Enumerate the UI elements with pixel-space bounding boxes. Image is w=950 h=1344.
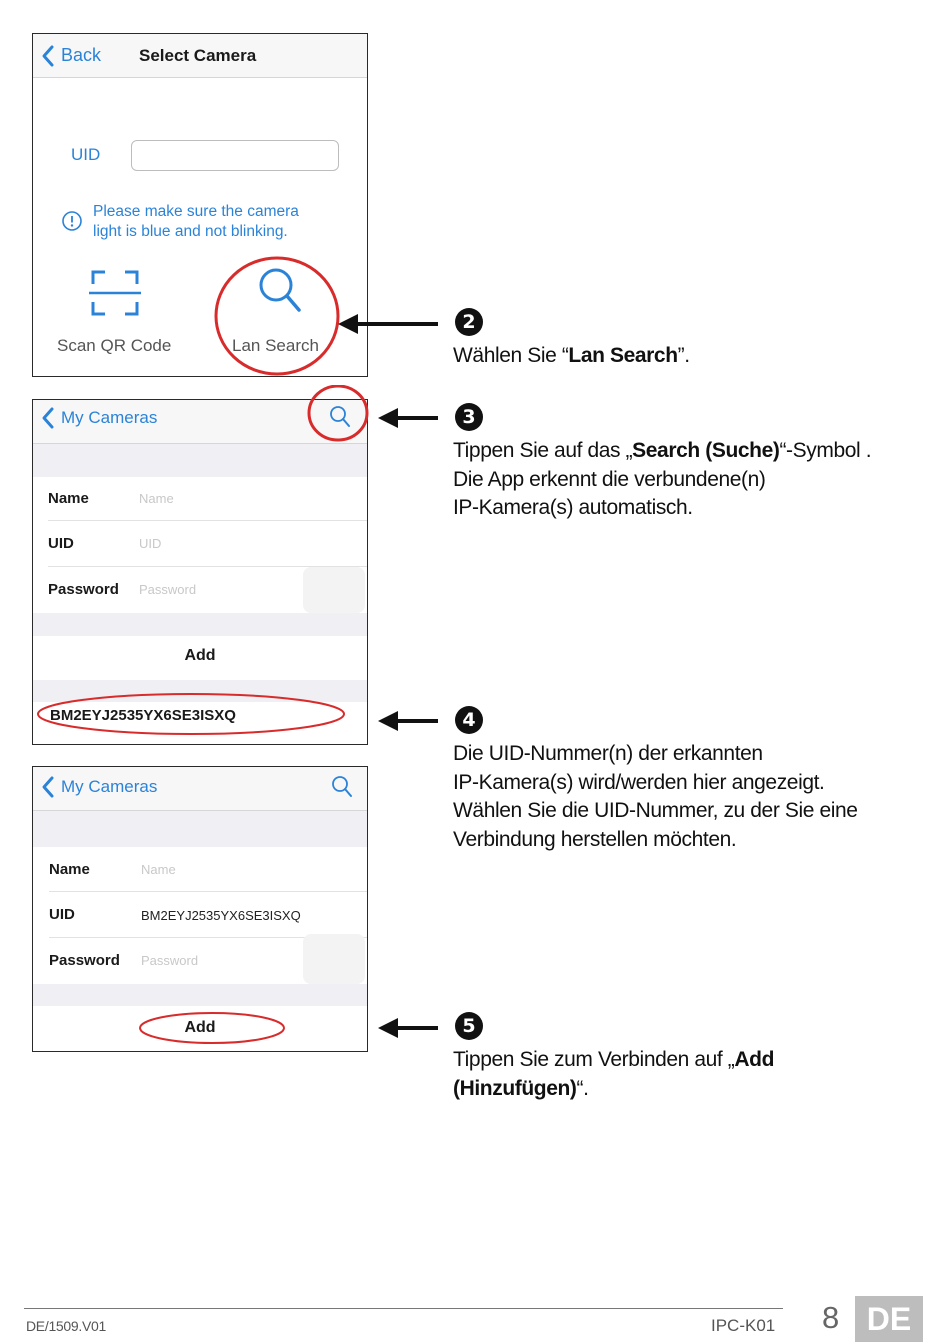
arrow-left-icon <box>376 406 440 430</box>
lan-search-highlight-circle <box>213 256 343 377</box>
password-input[interactable]: Password <box>139 582 197 597</box>
page-number: 8 <box>822 1300 840 1335</box>
doc-code: DE/1509.V01 <box>26 1318 106 1334</box>
chevron-left-icon[interactable] <box>41 775 55 799</box>
step-3-pre: Tippen Sie auf das „ <box>453 439 633 462</box>
add-label: Add <box>184 1019 216 1036</box>
step-2-pre: Wählen Sie “ <box>453 344 569 367</box>
add-button[interactable] <box>33 636 367 680</box>
step-5-line-2 <box>453 1075 774 1104</box>
divider <box>49 891 367 892</box>
password-label: Password <box>48 581 119 598</box>
search-icon[interactable] <box>331 775 353 799</box>
step-2-bold: Lan Search <box>568 344 678 367</box>
section-separator <box>33 811 367 847</box>
step-number-3: 3 <box>455 403 483 431</box>
uid-input[interactable]: UID <box>139 536 162 551</box>
step-5-bold: Add <box>734 1048 775 1071</box>
step-3-bold: Search (Suche) <box>632 439 780 462</box>
step-2-post: ”. <box>677 344 690 367</box>
name-input[interactable]: Name <box>139 491 174 506</box>
page-title: Select Camera <box>139 46 257 65</box>
step-4-line-2: IP-Kamera(s) wird/werden hier angezeigt. <box>453 770 825 794</box>
language-label: DE <box>866 1301 912 1337</box>
arrow-left-icon <box>336 312 440 336</box>
step-number-2: 2 <box>455 308 483 336</box>
uid-label: UID <box>49 906 75 923</box>
uid-input[interactable] <box>131 140 339 171</box>
name-label: Name <box>48 490 89 507</box>
step-5-text <box>453 1046 774 1103</box>
uid-input[interactable]: BM2EYJ2535YX6SE3ISXQ <box>141 908 301 923</box>
notice-line-2: light is blue and not blinking. <box>93 223 288 240</box>
step-4-line-1: Die UID-Nummer(n) der erkannten <box>453 742 763 765</box>
password-input[interactable]: Password <box>141 953 199 968</box>
step-3-post: “-Symbol . <box>779 439 872 462</box>
found-uid-highlight-ellipse <box>35 691 347 737</box>
lan-search-label: Lan Search <box>232 336 319 355</box>
back-button[interactable]: My Cameras <box>61 408 158 427</box>
add-label: Add <box>184 647 216 664</box>
name-label: Name <box>49 861 90 878</box>
back-button[interactable]: My Cameras <box>61 777 158 796</box>
step-2-text <box>453 342 690 371</box>
navbar <box>33 34 367 78</box>
scan-qr-label: Scan QR Code <box>57 336 172 355</box>
step-5-post: “. <box>576 1076 589 1100</box>
step-3-text <box>453 437 871 523</box>
navbar <box>33 767 367 811</box>
step-5-line-1 <box>453 1046 774 1075</box>
step-number-5: 5 <box>455 1012 483 1040</box>
section-separator <box>33 613 367 636</box>
camera-notice <box>93 202 299 242</box>
scan-qr-option[interactable] <box>47 262 187 362</box>
divider <box>48 520 367 521</box>
screenshot-my-cameras-add <box>32 766 368 1052</box>
back-button[interactable]: Back <box>61 45 102 65</box>
arrow-left-icon <box>376 709 440 733</box>
password-toggle[interactable] <box>303 934 365 984</box>
qr-scan-icon <box>89 268 141 318</box>
step-3-line-3: IP-Kamera(s) automatisch. <box>453 496 693 519</box>
step-4-line-3: Wählen Sie die UID-Nummer, zu der Sie eine <box>453 799 858 822</box>
step-number-4: 4 <box>455 706 483 734</box>
search-highlight-circle <box>306 385 370 445</box>
chevron-left-icon[interactable] <box>41 406 55 430</box>
password-label: Password <box>49 952 120 969</box>
step-5-bold-2: (Hinzufügen) <box>453 1076 577 1100</box>
notice-line-1: Please make sure the camera <box>93 203 299 220</box>
chevron-left-icon[interactable] <box>41 44 55 68</box>
section-separator <box>33 984 367 1006</box>
screenshot-my-cameras-search <box>32 399 368 745</box>
found-uid-text: BM2EYJ2535YX6SE3ISXQ <box>50 707 236 724</box>
step-4-line-4: Verbindung herstellen möchten. <box>453 827 737 851</box>
name-input[interactable]: Name <box>141 862 176 877</box>
footer-rule <box>24 1308 783 1309</box>
arrow-left-icon <box>376 1016 440 1040</box>
section-separator <box>33 444 367 477</box>
uid-label: UID <box>48 535 74 552</box>
language-badge <box>855 1296 923 1342</box>
step-3-line-2: Die App erkennt die verbundene(n) <box>453 467 766 491</box>
screenshot-select-camera <box>32 33 368 377</box>
info-icon <box>61 210 83 232</box>
model-name: IPC-K01 <box>711 1316 776 1335</box>
password-toggle[interactable] <box>303 567 365 613</box>
uid-label: UID <box>71 145 101 164</box>
step-4-text <box>453 740 858 854</box>
step-3-line-1 <box>453 437 871 466</box>
step-5-pre: Tippen Sie zum Verbinden auf „ <box>453 1048 735 1071</box>
add-highlight-ellipse <box>137 1010 287 1046</box>
